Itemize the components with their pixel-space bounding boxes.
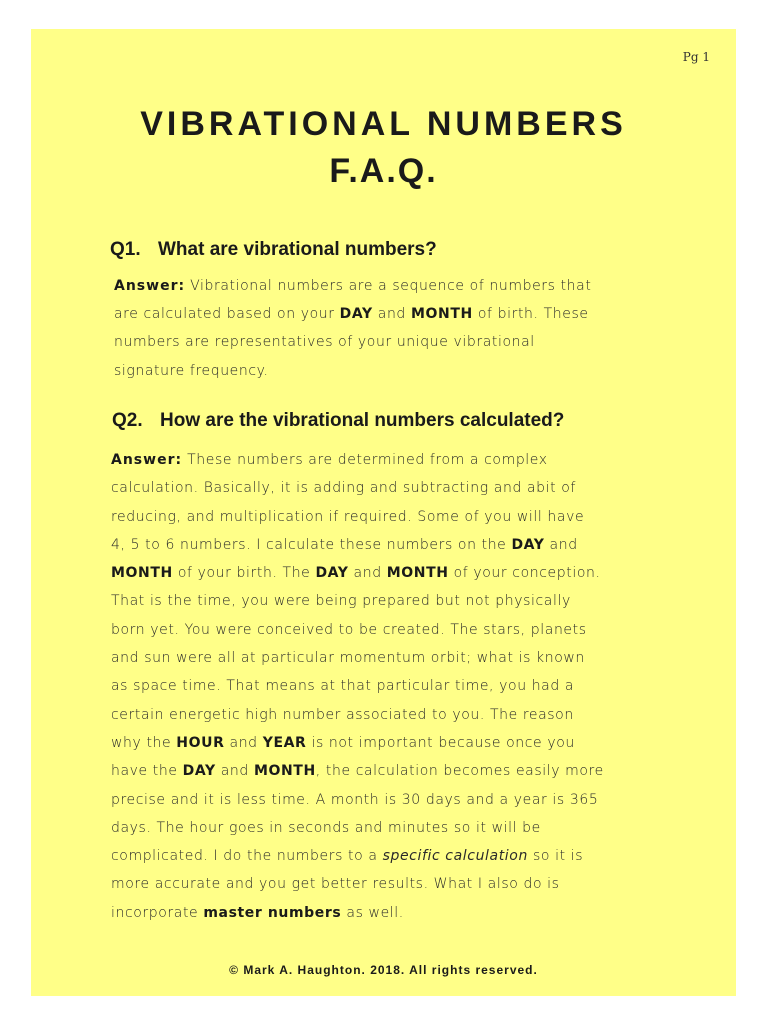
answer-line [111,786,604,814]
answer-line [111,729,604,757]
answer-text: These numbers are determined from a complex [182,452,548,468]
answer-text: signature frequency. [114,362,269,379]
page-title: VIBRATIONAL NUMBERS [140,105,627,143]
question-2-text: How are the vibrational numbers calculated? [160,410,565,431]
copyright-footer: © Mark A. Haughton. 2018. All rights reserved. [229,963,538,977]
answer-line [111,899,604,927]
question-2-heading [112,410,564,432]
emphasis-text: DAY [339,306,373,323]
emphasis-text: MONTH [253,763,316,780]
emphasis-text: HOUR [176,734,225,751]
answer-text: reducing, and multiplication if required. Some of you will have [111,508,585,525]
answer-2-paragraph [111,446,604,927]
answer-text: and [348,565,387,582]
question-1-number: Q1. [110,239,141,260]
answer-text: certain energetic high number associated to you. The reason [111,706,574,723]
answer-text: 4, 5 to 6 numbers. I calculate these numbers on the [111,536,512,553]
answer-text: of your birth. The [172,565,316,582]
answer-line [111,842,604,870]
answer-line [111,559,604,587]
answer-line [111,701,604,729]
answer-text: more accurate and you get better results. What I also do is [111,876,560,893]
answer-text: are calculated based on your [114,306,340,323]
italic-text: specific calculation [382,848,528,865]
answer-line [114,300,591,328]
emphasis-text: MONTH [410,306,473,323]
answer-text: why the [111,734,177,751]
emphasis-text: DAY [315,565,349,582]
answer-text: have the [111,763,183,780]
answer-text: as well. [341,904,404,921]
emphasis-text: MONTH [386,565,449,582]
answer-line [111,531,604,559]
answer-line [111,503,604,531]
document-page [31,29,736,996]
answer-text: precise and it is less time. A month is 30 days and a year is 365 [111,791,599,808]
answer-text: That is the time, you were being prepared but not physically [111,593,571,610]
question-1-heading [110,239,437,261]
answer-line [114,357,591,385]
answer-text: so it is [527,848,584,865]
emphasis-text: MONTH [111,565,173,582]
answer-text: days. The hour goes in seconds and minutes so it will be [111,819,541,836]
answer-text: born yet. You were conceived to be created. The stars, planets [111,621,587,638]
answer-line [111,814,604,842]
answer-text: complicated. I do the numbers to a [111,848,383,865]
question-2-number: Q2. [112,410,143,431]
emphasis-text: DAY [511,536,545,553]
answer-text: numbers are representatives of your unique vibrational [114,334,535,351]
answer-line [111,474,604,502]
answer-text: and [544,536,578,553]
answer-text: and sun were all at particular momentum orbit; what is known [111,650,585,667]
answer-text: and [215,763,254,780]
answer-text: of birth. These [472,306,589,323]
emphasis-text: YEAR [262,734,307,751]
question-1-text: What are vibrational numbers? [158,239,437,260]
answer-line [111,587,604,615]
answer-text: Vibrational numbers are a sequence of numbers that [185,278,592,294]
answer-line [111,672,604,700]
answer-label: Answer: [114,278,186,294]
answer-line [114,328,591,356]
answer-text: and [224,734,263,751]
answer-label: Answer: [111,452,183,468]
answer-text: of your conception. [448,565,601,582]
answer-line [111,446,604,474]
answer-text: , the calculation becomes easily more [315,763,604,780]
answer-text: incorporate [111,904,204,921]
answer-text: calculation. Basically, it is adding and subtracting and abit of [111,480,576,497]
answer-text: as space time. That means at that particular time, you had a [111,678,575,695]
answer-line [111,616,604,644]
answer-line [111,870,604,898]
page-number: Pg 1 [682,50,710,64]
answer-text: is not important because once you [306,734,575,751]
emphasis-text: DAY [182,763,216,780]
answer-line [111,644,604,672]
emphasis-text: master numbers [203,904,342,921]
answer-line [114,272,591,300]
answer-1-paragraph [114,272,591,385]
page-subtitle: F.A.Q. [329,152,438,190]
answer-line [111,757,604,785]
answer-text: and [372,306,411,323]
